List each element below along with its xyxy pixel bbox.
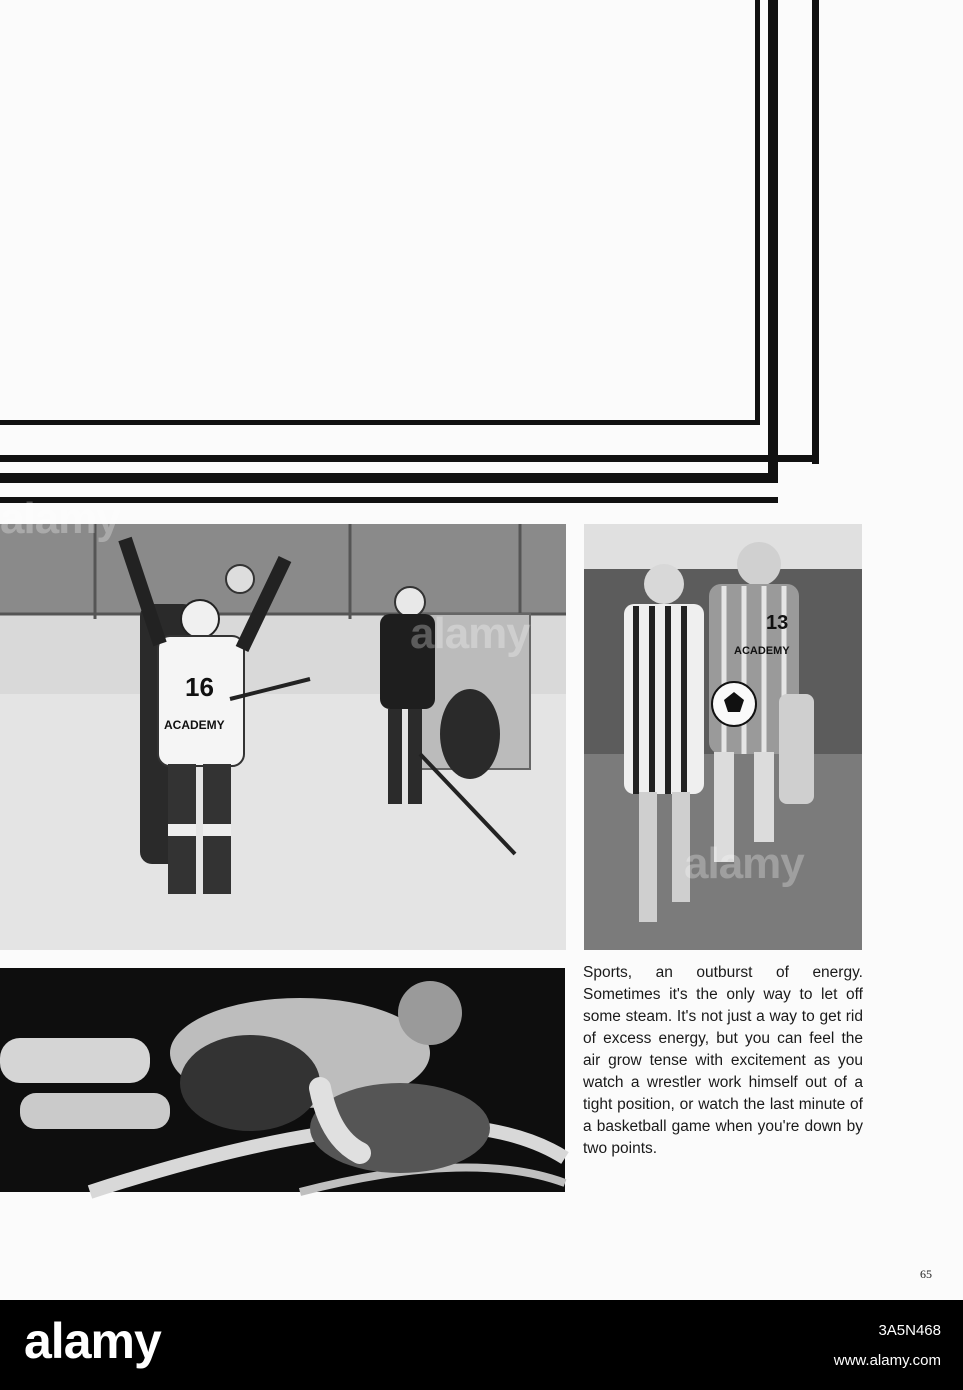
page-number: 65 — [920, 1267, 932, 1281]
frame-line-horizontal-1 — [0, 420, 760, 425]
wrestling-photo — [0, 968, 565, 1192]
alamy-watermark-icon: alamy — [0, 494, 120, 543]
stock-footer — [0, 1300, 963, 1390]
footer-meta — [834, 1316, 941, 1376]
body-caption: Sports, an outburst of energy. Sometimes it's the only way to let off some steam. It's not just a way to get rid of excess energy, but you can feel the air grow tense with excitement as you watch a wrestler work himself out of a tight position, or watch the last minute of a basketball game when you're down by two points. — [583, 964, 863, 1157]
soccer-photo — [584, 524, 862, 950]
alamy-watermark-icon: alamy — [684, 839, 804, 888]
alamy-watermark-icon: alamy — [410, 609, 530, 658]
soccer-jersey-number: 13 — [766, 612, 789, 634]
wrestling-scene — [0, 968, 565, 1192]
soccer-jersey-text: ACADEMY — [734, 645, 790, 657]
image-id: 3A5N468 — [878, 1322, 941, 1339]
hockey-scene — [0, 524, 566, 950]
site-url[interactable]: www.alamy.com — [833, 1352, 941, 1369]
hockey-photo — [0, 494, 566, 950]
frame-line-vertical-middle — [768, 0, 778, 483]
alamy-logo-icon: alamy — [24, 1313, 161, 1369]
frame-line-vertical-inner — [755, 0, 760, 425]
frame-line-vertical-outer — [812, 0, 819, 464]
frame-line-horizontal-2 — [0, 455, 819, 462]
hockey-jersey-number: 16 — [185, 672, 214, 702]
frame-line-horizontal-3 — [0, 473, 778, 483]
hockey-jersey-text: ACADEMY — [164, 718, 225, 732]
